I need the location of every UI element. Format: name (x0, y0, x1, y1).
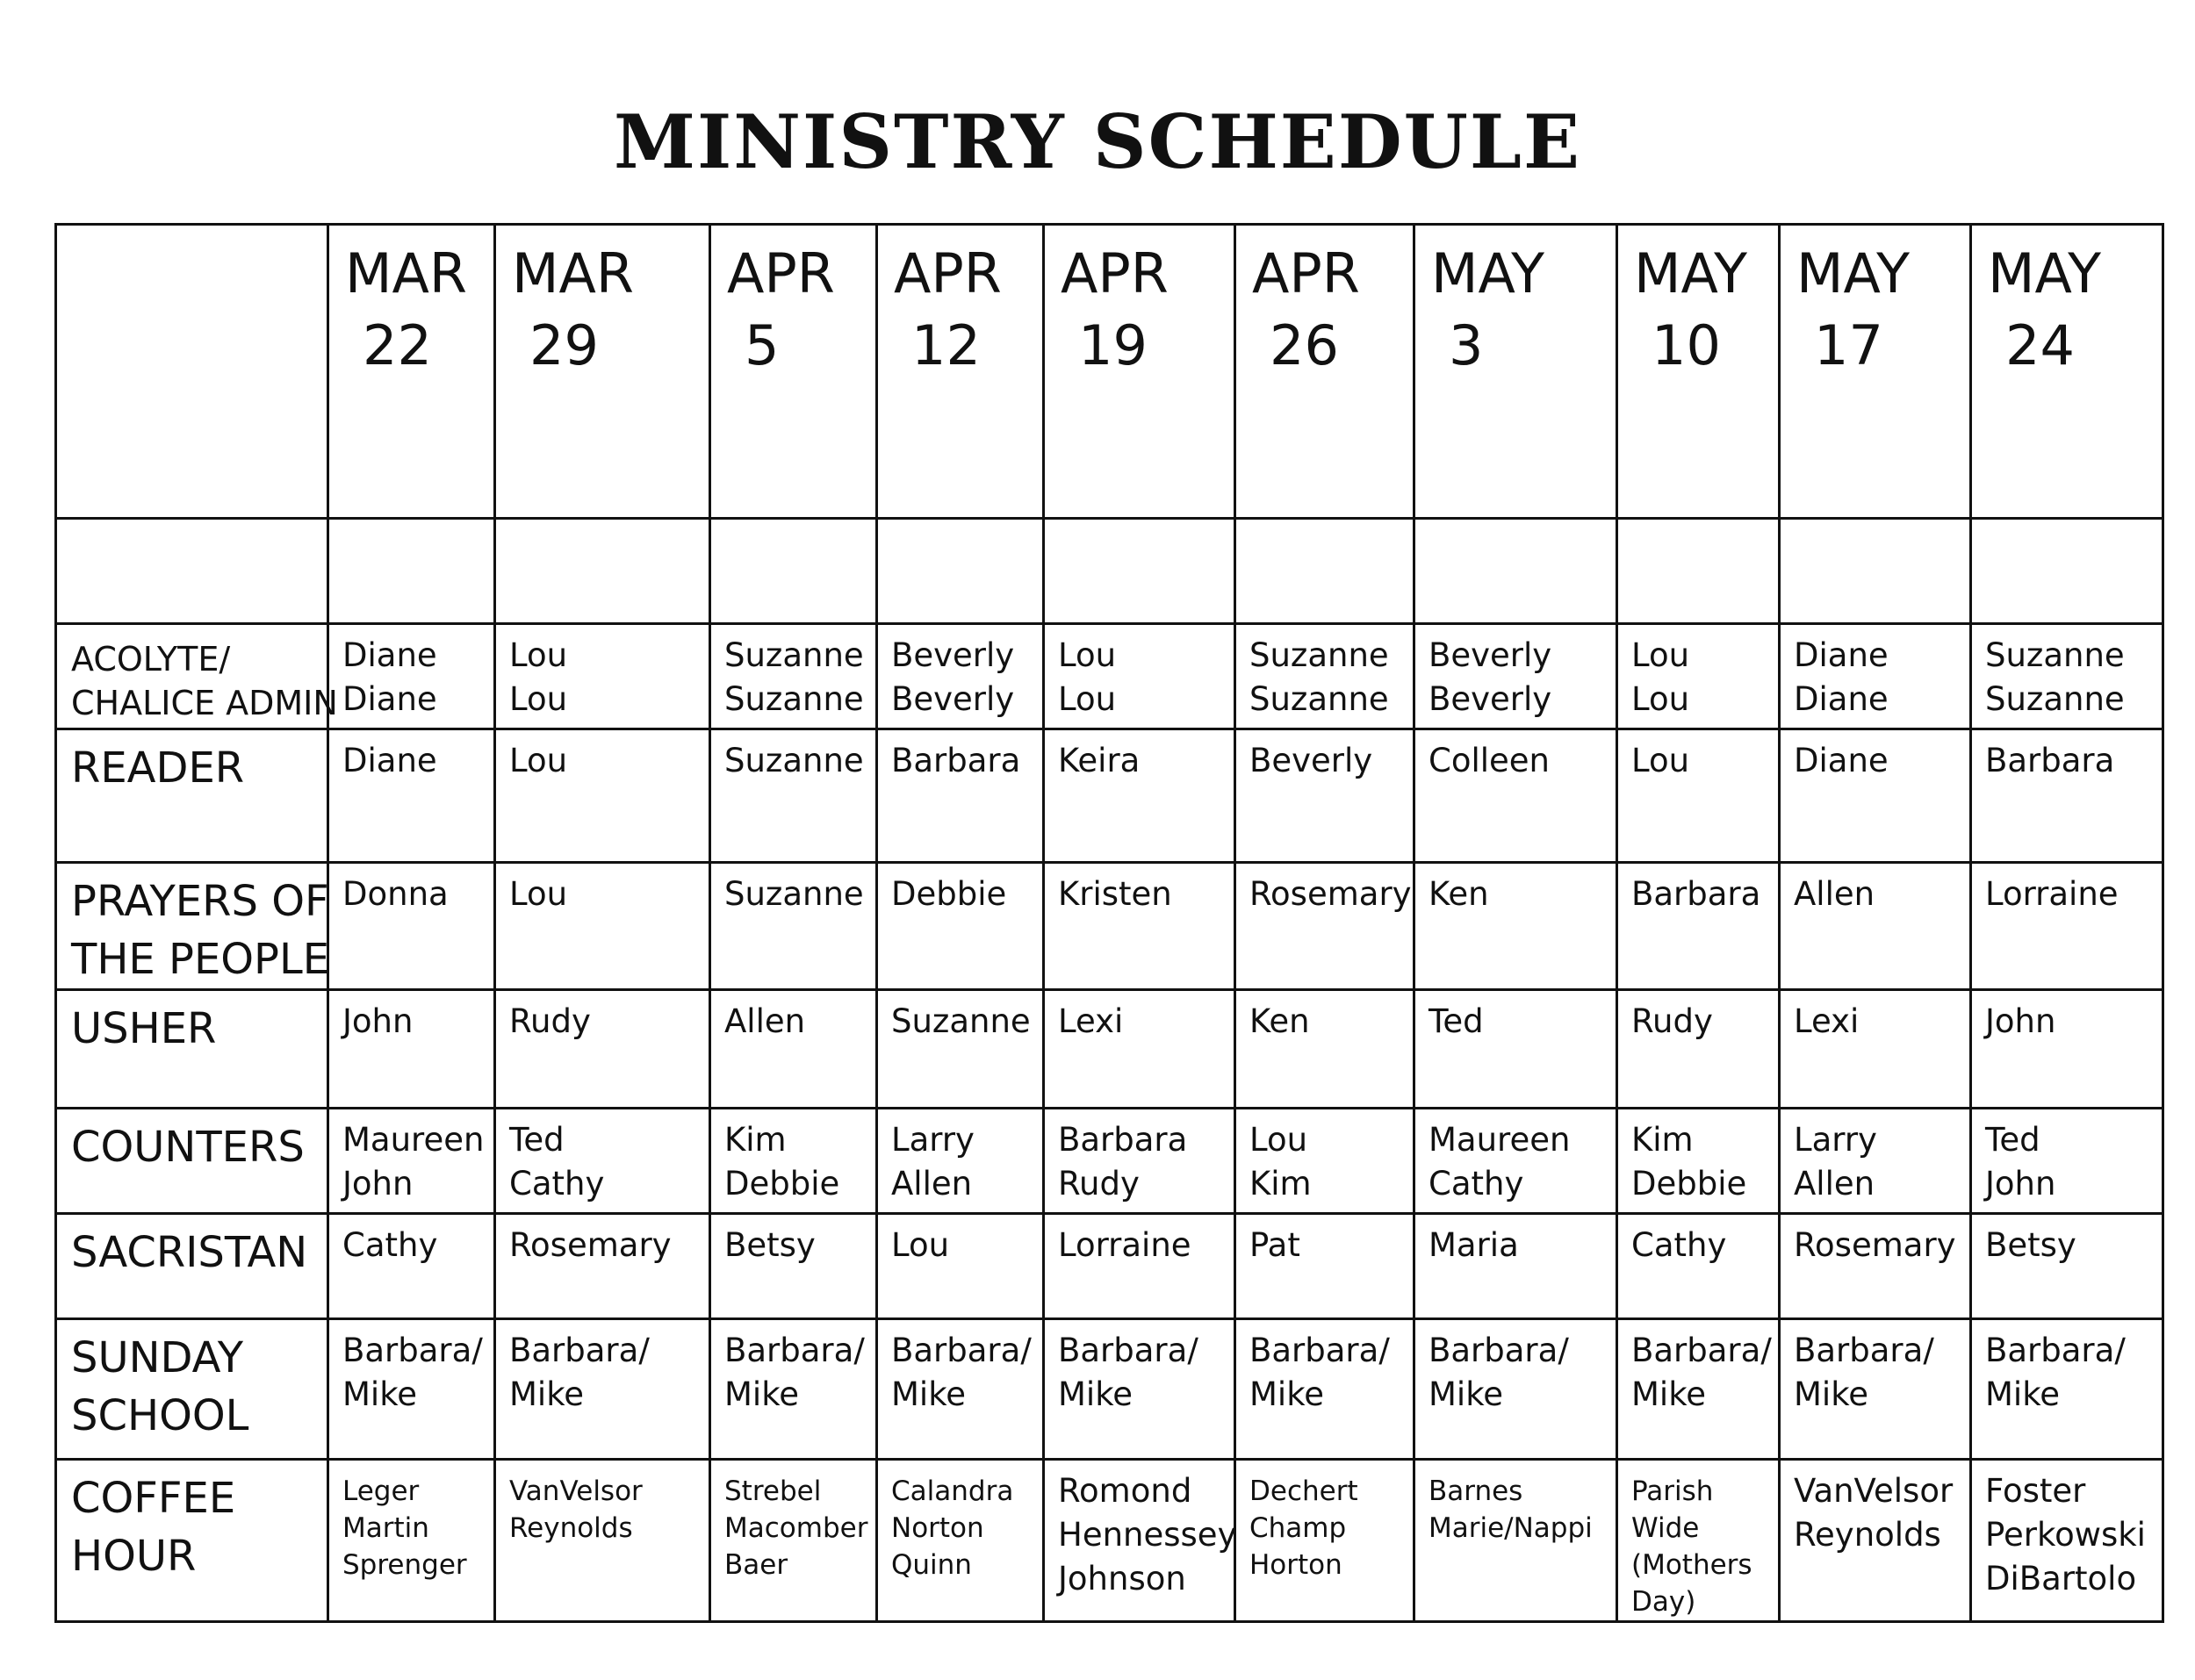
assignment-cell (495, 863, 710, 990)
assignee-name: Suzanne (724, 742, 864, 779)
date-header-cell (328, 225, 495, 519)
assignee-name: Suzanne (724, 875, 864, 913)
assignee-name: Diane (342, 742, 437, 779)
assignee-name: Maria (1429, 1226, 1519, 1264)
assignee-name: Diane (1794, 742, 1889, 779)
assignee-name: Pat (1249, 1226, 1300, 1264)
assignee-name: Mike (342, 1375, 418, 1413)
empty-row (56, 519, 2163, 624)
ministry-label-line: SACRISTAN (71, 1228, 308, 1277)
assignee-name: Barbara/ (1631, 1332, 1772, 1369)
assignment-cell (328, 1319, 495, 1460)
assignee-name: Barbara (1985, 742, 2115, 779)
assignment-cell (1044, 624, 1235, 729)
assignee-name: Cathy (509, 1165, 605, 1203)
empty-cell (1235, 519, 1414, 624)
assignee-name: Donna (342, 875, 449, 913)
assignment-cell (877, 1319, 1044, 1460)
assignee-name: Suzanne (1985, 680, 2125, 718)
assignee-name: Allen (1794, 875, 1875, 913)
assignment-cell (1044, 1214, 1235, 1319)
date-month: MAY (1634, 241, 1747, 305)
assignee-name: Romond (1058, 1472, 1192, 1510)
assignee-name: John (342, 1002, 414, 1040)
assignment-cell (1235, 1109, 1414, 1214)
ministry-label-line: SCHOOL (71, 1391, 249, 1440)
ministry-label-line: THE PEOPLE (71, 935, 330, 984)
date-header-cell (1617, 225, 1780, 519)
assignee-name: Marie/Nappi (1429, 1512, 1593, 1544)
assignment-cell (1414, 1319, 1617, 1460)
assignment-cell (1617, 1109, 1780, 1214)
assignee-name: Johnson (1058, 1560, 1186, 1597)
assignee-name: Mike (724, 1375, 800, 1413)
assignment-cell (1617, 624, 1780, 729)
date-month: APR (1061, 241, 1169, 305)
assignee-name: Kim (1631, 1121, 1694, 1159)
assignee-name: Champ (1249, 1512, 1347, 1544)
assignee-name: Wide (1631, 1512, 1700, 1544)
date-header-cell (1235, 225, 1414, 519)
assignment-cell (1414, 990, 1617, 1109)
assignment-cell (710, 624, 877, 729)
assignee-name: Rudy (1631, 1002, 1713, 1040)
assignee-name: Suzanne (1985, 636, 2125, 674)
assignment-cell (328, 1109, 495, 1214)
assignment-cell (710, 990, 877, 1109)
assignee-name: Lou (509, 875, 568, 913)
assignment-cell (1044, 990, 1235, 1109)
assignee-name: Barbara/ (891, 1332, 1032, 1369)
assignee-name: Barbara/ (1058, 1332, 1198, 1369)
assignee-name: Norton (891, 1512, 984, 1544)
date-day: 19 (1078, 313, 1148, 377)
assignee-name: John (342, 1165, 414, 1203)
assignee-name: Beverly (1429, 680, 1552, 718)
assignment-cell (1971, 624, 2163, 729)
empty-cell (1617, 519, 1780, 624)
assignment-cell (1235, 1214, 1414, 1319)
assignment-cell (328, 863, 495, 990)
assignee-name: Barbara/ (509, 1332, 650, 1369)
assignee-name: Rosemary (509, 1226, 672, 1264)
assignee-name: Ted (1429, 1002, 1484, 1040)
ministry-label-cell (56, 729, 328, 863)
assignment-cell (1971, 729, 2163, 863)
assignee-name: Suzanne (1249, 680, 1389, 718)
date-day: 12 (911, 313, 981, 377)
assignee-name: Ken (1249, 1002, 1310, 1040)
ministry-label-line: COUNTERS (71, 1123, 305, 1172)
assignment-cell (1780, 863, 1971, 990)
assignee-name: Kim (1249, 1165, 1312, 1203)
assignment-cell (1617, 729, 1780, 863)
ministry-row (56, 729, 2163, 863)
assignment-cell (495, 1319, 710, 1460)
assignment-cell (1235, 990, 1414, 1109)
header-row (56, 225, 2163, 519)
ministry-label-cell (56, 990, 328, 1109)
assignment-cell (877, 1109, 1044, 1214)
assignee-name: Maureen (342, 1121, 485, 1159)
assignment-cell (495, 990, 710, 1109)
assignee-name: Reynolds (509, 1512, 633, 1544)
assignee-name: Colleen (1429, 742, 1551, 779)
assignee-name: Mike (1249, 1375, 1325, 1413)
assignee-name: Barbara (1058, 1121, 1188, 1159)
assignee-name: VanVelsor (1794, 1472, 1954, 1510)
assignee-name: Suzanne (724, 636, 864, 674)
assignee-name: Beverly (891, 636, 1015, 674)
assignment-cell (1971, 1109, 2163, 1214)
assignee-name: Beverly (1249, 742, 1373, 779)
assignment-cell (1044, 1460, 1235, 1622)
assignee-name: Suzanne (891, 1002, 1031, 1040)
assignment-cell (1414, 624, 1617, 729)
assignee-name: Lou (1058, 680, 1117, 718)
date-month: MAY (1431, 241, 1544, 305)
assignment-cell (495, 624, 710, 729)
header-corner-cell (56, 225, 328, 519)
assignment-cell (1971, 990, 2163, 1109)
date-day: 26 (1270, 313, 1339, 377)
assignee-name: Mike (1631, 1375, 1707, 1413)
ministry-row (56, 1109, 2163, 1214)
assignment-cell (1971, 1319, 2163, 1460)
assignee-name: Parish (1631, 1475, 1714, 1507)
assignee-name: Allen (891, 1165, 973, 1203)
ministry-label-cell (56, 1214, 328, 1319)
date-day: 10 (1652, 313, 1721, 377)
assignment-cell (1780, 990, 1971, 1109)
assignment-cell (328, 1460, 495, 1622)
assignment-cell (710, 1109, 877, 1214)
assignment-cell (1971, 1214, 2163, 1319)
date-header-cell (710, 225, 877, 519)
assignee-name: Debbie (891, 875, 1007, 913)
date-day: 29 (529, 313, 599, 377)
date-day: 22 (363, 313, 432, 377)
ministry-row (56, 863, 2163, 990)
assignee-name: Kim (724, 1121, 787, 1159)
ministry-row (56, 1214, 2163, 1319)
assignment-cell (328, 624, 495, 729)
assignment-cell (1414, 1214, 1617, 1319)
assignment-cell (1617, 990, 1780, 1109)
assignment-cell (1044, 863, 1235, 990)
date-header-cell (495, 225, 710, 519)
date-month: MAY (1796, 241, 1910, 305)
assignee-name: Beverly (891, 680, 1015, 718)
assignee-name: Suzanne (724, 680, 864, 718)
assignee-name: Diane (1794, 680, 1889, 718)
assignment-cell (1414, 1460, 1617, 1622)
assignee-name: Lou (509, 742, 568, 779)
assignee-name: Lou (1631, 636, 1690, 674)
assignee-name: Lorraine (1985, 875, 2119, 913)
assignee-name: Barbara/ (724, 1332, 865, 1369)
date-month: APR (727, 241, 835, 305)
assignment-cell (1780, 1109, 1971, 1214)
assignee-name: Rudy (509, 1002, 591, 1040)
assignment-cell (328, 990, 495, 1109)
assignee-name: John (1985, 1165, 2056, 1203)
date-day: 3 (1449, 313, 1484, 377)
assignee-name: Ted (509, 1121, 565, 1159)
assignee-name: Kristen (1058, 875, 1172, 913)
assignment-cell (877, 729, 1044, 863)
assignee-name: Allen (724, 1002, 806, 1040)
assignment-cell (1414, 729, 1617, 863)
ministry-label-cell (56, 624, 338, 729)
assignment-cell (1617, 1460, 1780, 1622)
ministry-label-line: ACOLYTE/ (71, 640, 231, 678)
assignee-name: Ken (1429, 875, 1489, 913)
assignee-name: Mike (509, 1375, 585, 1413)
assignment-cell (1044, 1319, 1235, 1460)
assignee-name: Mike (1794, 1375, 1869, 1413)
ministry-label-line: COFFEE (71, 1474, 236, 1523)
ministry-row (56, 624, 2163, 729)
assignment-cell (495, 729, 710, 863)
assignee-name: Lou (1249, 1121, 1308, 1159)
assignee-name: Mike (891, 1375, 967, 1413)
empty-cell (1044, 519, 1235, 624)
assignment-cell (710, 1319, 877, 1460)
date-month: APR (894, 241, 1002, 305)
assignee-name: Mike (1429, 1375, 1504, 1413)
assignee-name: Maureen (1429, 1121, 1571, 1159)
date-header-cell (1971, 225, 2163, 519)
assignment-cell (495, 1214, 710, 1319)
assignee-name: VanVelsor (509, 1475, 643, 1507)
assignee-name: Betsy (1985, 1226, 2076, 1264)
assignment-cell (1780, 1214, 1971, 1319)
assignee-name: Lexi (1794, 1002, 1860, 1040)
assignment-cell (710, 729, 877, 863)
assignment-cell (877, 863, 1044, 990)
date-day: 24 (2005, 313, 2075, 377)
assignment-cell (1971, 1460, 2163, 1622)
assignee-name: Debbie (724, 1165, 840, 1203)
assignment-cell (1235, 863, 1414, 990)
assignee-name: Rosemary (1794, 1226, 1956, 1264)
assignee-name: Barbara/ (1794, 1332, 1934, 1369)
assignee-name: Diane (342, 680, 437, 718)
schedule-table (54, 223, 2164, 1623)
assignee-name: Mike (1058, 1375, 1133, 1413)
ministry-label-cell (56, 1319, 328, 1460)
assignee-name: Quinn (891, 1549, 972, 1581)
assignee-name: Lexi (1058, 1002, 1124, 1040)
assignment-cell (1044, 729, 1235, 863)
assignee-name: Barnes (1429, 1475, 1523, 1507)
date-header-cell (1414, 225, 1617, 519)
assignment-cell (710, 863, 877, 990)
ministry-label-line: HOUR (71, 1532, 197, 1581)
assignment-cell (877, 1214, 1044, 1319)
assignment-cell (1780, 1319, 1971, 1460)
ministry-label-line: CHALICE ADMIN (71, 684, 338, 722)
assignment-cell (495, 1109, 710, 1214)
assignee-name: Cathy (1631, 1226, 1727, 1264)
assignment-cell (328, 1214, 495, 1319)
assignee-name: Dechert (1249, 1475, 1358, 1507)
date-month: MAY (1988, 241, 2101, 305)
assignee-name: Cathy (1429, 1165, 1524, 1203)
assignee-name: Baer (724, 1549, 788, 1581)
empty-cell (1414, 519, 1617, 624)
assignee-name: Sprenger (342, 1549, 467, 1581)
assignee-name: Lou (1631, 742, 1690, 779)
date-day: 17 (1814, 313, 1883, 377)
assignee-name: (Mothers (1631, 1549, 1752, 1581)
assignee-name: Debbie (1631, 1165, 1747, 1203)
assignment-cell (877, 1460, 1044, 1622)
assignment-cell (1235, 624, 1414, 729)
assignee-name: Lou (1058, 636, 1117, 674)
assignee-name: Barbara (891, 742, 1021, 779)
ministry-row (56, 990, 2163, 1109)
assignee-name: Barbara/ (1985, 1332, 2126, 1369)
assignee-name: Rosemary (1249, 875, 1412, 913)
assignment-cell (1780, 729, 1971, 863)
empty-cell (495, 519, 710, 624)
assignee-name: Ted (1985, 1121, 2040, 1159)
ministry-label-cell (56, 1460, 328, 1622)
assignment-cell (710, 1460, 877, 1622)
date-month: MAR (345, 241, 467, 305)
assignee-name: Suzanne (1249, 636, 1389, 674)
assignee-name: Rudy (1058, 1165, 1140, 1203)
empty-cell (1971, 519, 2163, 624)
assignment-cell (1780, 1460, 1971, 1622)
ministry-label-line: READER (71, 743, 245, 793)
assignee-name: Lou (509, 680, 568, 718)
date-header-cell (1780, 225, 1971, 519)
assignee-name: Allen (1794, 1165, 1875, 1203)
assignee-name: Cathy (342, 1226, 438, 1264)
assignee-name: Barbara/ (1429, 1332, 1569, 1369)
assignee-name: Diane (1794, 636, 1889, 674)
assignee-name: Barbara/ (342, 1332, 483, 1369)
assignee-name: Beverly (1429, 636, 1552, 674)
assignment-cell (1971, 863, 2163, 990)
assignee-name: Lou (509, 636, 568, 674)
assignee-name: DiBartolo (1985, 1560, 2137, 1597)
assignee-name: Leger (342, 1475, 420, 1507)
assignment-cell (1617, 1214, 1780, 1319)
assignee-name: Barbara (1631, 875, 1761, 913)
date-month: MAR (512, 241, 634, 305)
ministry-label-cell (56, 863, 328, 990)
empty-cell (328, 519, 495, 624)
date-day: 5 (745, 313, 780, 377)
assignment-cell (328, 729, 495, 863)
schedule-table-wrapper (54, 223, 2146, 1618)
assignee-name: Horton (1249, 1549, 1342, 1581)
page-title: MINISTRY SCHEDULE (613, 98, 1582, 185)
assignment-cell (1414, 863, 1617, 990)
date-header-cell (877, 225, 1044, 519)
assignee-name: Foster (1985, 1472, 2086, 1510)
assignee-name: Betsy (724, 1226, 816, 1264)
assignee-name: Perkowski (1985, 1516, 2146, 1554)
assignee-name: Mike (1985, 1375, 2061, 1413)
assignment-cell (1414, 1109, 1617, 1214)
empty-cell (56, 519, 328, 624)
assignee-name: Reynolds (1794, 1516, 1941, 1554)
assignee-name: Diane (342, 636, 437, 674)
ministry-label-line: USHER (71, 1004, 217, 1053)
assignment-cell (1235, 729, 1414, 863)
assignee-name: Lou (891, 1226, 950, 1264)
empty-cell (1780, 519, 1971, 624)
ministry-row (56, 1319, 2163, 1460)
ministry-label-line: PRAYERS OF (71, 877, 329, 926)
assignment-cell (1235, 1460, 1414, 1622)
assignment-cell (495, 1460, 710, 1622)
assignee-name: Strebel (724, 1475, 822, 1507)
assignee-name: Keira (1058, 742, 1141, 779)
assignment-cell (877, 990, 1044, 1109)
ministry-row (56, 1460, 2163, 1622)
assignment-cell (877, 624, 1044, 729)
assignee-name: Day) (1631, 1586, 1696, 1618)
empty-cell (877, 519, 1044, 624)
date-month: APR (1252, 241, 1360, 305)
empty-cell (710, 519, 877, 624)
assignment-cell (1780, 624, 1971, 729)
assignee-name: Larry (1794, 1121, 1877, 1159)
assignment-cell (710, 1214, 877, 1319)
assignee-name: Lou (1631, 680, 1690, 718)
assignee-name: Calandra (891, 1475, 1014, 1507)
assignee-name: Hennessey (1058, 1516, 1237, 1554)
assignee-name: Martin (342, 1512, 429, 1544)
assignee-name: Macomber (724, 1512, 868, 1544)
assignment-cell (1235, 1319, 1414, 1460)
assignment-cell (1617, 1319, 1780, 1460)
ministry-label-cell (56, 1109, 328, 1214)
date-header-cell (1044, 225, 1235, 519)
assignee-name: Larry (891, 1121, 975, 1159)
assignee-name: John (1985, 1002, 2056, 1040)
assignment-cell (1617, 863, 1780, 990)
assignee-name: Lorraine (1058, 1226, 1191, 1264)
ministry-label-line: SUNDAY (71, 1333, 244, 1382)
assignment-cell (1044, 1109, 1235, 1214)
assignee-name: Barbara/ (1249, 1332, 1390, 1369)
